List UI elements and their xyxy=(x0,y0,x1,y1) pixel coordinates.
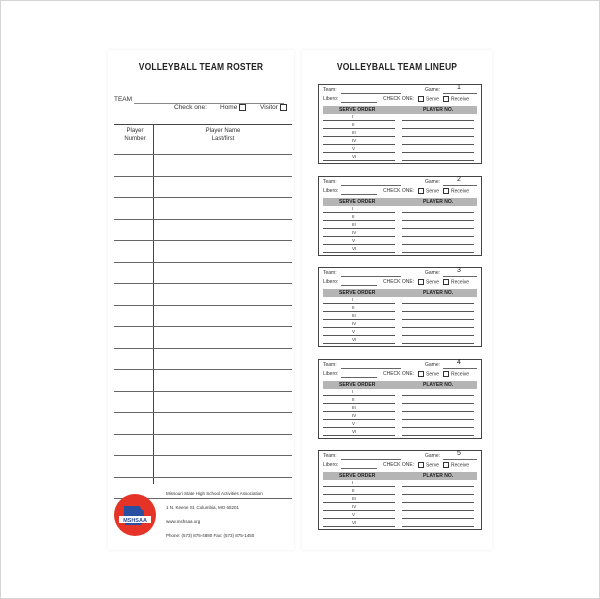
lineup-serve-option[interactable] xyxy=(418,96,439,102)
lineup-rotation-label: II xyxy=(352,488,355,493)
lineup-receive-label: Receive xyxy=(451,370,470,377)
lineup-serve-label: Serve xyxy=(426,96,440,103)
lineup-serve-option[interactable] xyxy=(418,279,439,285)
lineup-rotation-label: III xyxy=(352,130,356,135)
lineup-sheet xyxy=(302,50,492,550)
lineup-rotation-label: II xyxy=(352,122,355,127)
lineup-serve-option[interactable] xyxy=(418,462,439,468)
lineup-player-line[interactable] xyxy=(402,411,474,412)
lineup-serve-order-header: SERVE ORDER xyxy=(339,107,376,113)
roster-home-checkbox[interactable] xyxy=(239,104,246,111)
lineup-game-number: 5 xyxy=(457,450,461,457)
lineup-libero-label: Libero: xyxy=(323,96,339,102)
lineup-rotation-label: V xyxy=(352,237,356,243)
lineup-rotation-label: II xyxy=(352,305,355,310)
lineup-libero-line[interactable] xyxy=(341,194,377,195)
lineup-player-line[interactable] xyxy=(402,152,474,153)
lineup-player-line[interactable] xyxy=(402,220,474,221)
lineup-player-line[interactable] xyxy=(402,526,474,527)
roster-row-line[interactable] xyxy=(114,154,292,155)
lineup-receive-checkbox[interactable] xyxy=(443,279,449,285)
lineup-rotation-row xyxy=(319,389,481,396)
lineup-game-label: Game: xyxy=(425,270,441,276)
lineup-rotation-label: II xyxy=(352,396,355,402)
lineup-rotation-row xyxy=(319,238,481,245)
lineup-block-game xyxy=(318,450,482,530)
lineup-player-line[interactable] xyxy=(402,395,474,396)
lineup-rotation-label: VI xyxy=(352,245,357,251)
lineup-block-game xyxy=(318,359,482,439)
lineup-serve-line[interactable] xyxy=(323,435,395,436)
lineup-rotation-row xyxy=(319,337,481,344)
lineup-team-line[interactable] xyxy=(341,185,401,186)
lineup-receive-checkbox[interactable] xyxy=(443,188,449,194)
lineup-serve-line[interactable] xyxy=(323,311,395,312)
lineup-game-line[interactable] xyxy=(443,368,477,369)
lineup-rotation-row xyxy=(319,397,481,404)
roster-visitor-label: Visitor xyxy=(260,104,278,112)
lineup-serve-line[interactable] xyxy=(323,510,395,511)
org-address: 1 N. Keene St. Columbia, MO 65201 xyxy=(166,505,240,510)
lineup-rotation-row xyxy=(319,488,481,495)
lineup-rotation-row xyxy=(319,246,481,253)
lineup-rotation-label: V xyxy=(352,512,356,517)
lineup-rotation-label: V xyxy=(352,420,356,426)
lineup-serve-line[interactable] xyxy=(323,303,395,304)
roster-check-one: Check one: xyxy=(174,104,207,111)
lineup-player-no-header: PLAYER NO. xyxy=(423,290,454,296)
lineup-rotation-label: III xyxy=(352,404,356,410)
lineup-player-line[interactable] xyxy=(402,212,474,213)
lineup-rotation-row xyxy=(319,413,481,420)
lineup-rotation-row xyxy=(319,305,481,312)
roster-top-rule xyxy=(114,124,292,125)
lineup-header xyxy=(323,381,477,389)
lineup-rotation-row xyxy=(319,222,481,229)
lineup-player-line[interactable] xyxy=(402,403,474,404)
lineup-libero-line[interactable] xyxy=(341,285,377,286)
lineup-game-number: 1 xyxy=(457,84,461,91)
lineup-player-line[interactable] xyxy=(402,510,474,511)
lineup-rotation-row xyxy=(319,429,481,436)
lineup-receive-option[interactable] xyxy=(443,96,469,102)
lineup-serve-line[interactable] xyxy=(323,212,395,213)
lineup-serve-line[interactable] xyxy=(323,228,395,229)
mshsaa-logo xyxy=(114,494,156,536)
roster-row-line[interactable] xyxy=(114,326,292,327)
org-website[interactable]: www.mshsaa.org xyxy=(166,519,201,524)
lineup-serve-line[interactable] xyxy=(323,427,395,428)
roster-row-line[interactable] xyxy=(114,262,292,263)
lineup-rotation-row xyxy=(319,206,481,213)
lineup-title: VOLLEYBALL TEAM LINEUP xyxy=(336,62,458,73)
lineup-serve-line[interactable] xyxy=(323,411,395,412)
lineup-player-line[interactable] xyxy=(402,244,474,245)
lineup-libero-label: Libero: xyxy=(323,370,339,377)
roster-row-line[interactable] xyxy=(114,369,292,370)
lineup-serve-line[interactable] xyxy=(323,518,395,519)
lineup-rotation-row xyxy=(319,130,481,137)
lineup-game-label: Game: xyxy=(425,453,441,459)
lineup-block-game xyxy=(318,176,482,256)
roster-visitor-checkbox[interactable] xyxy=(280,104,287,111)
lineup-rotation-row xyxy=(319,230,481,237)
lineup-game-label: Game: xyxy=(425,87,441,93)
lineup-receive-option[interactable] xyxy=(443,462,469,468)
lineup-libero-label: Libero: xyxy=(323,462,339,468)
roster-visitor-option[interactable] xyxy=(260,104,287,111)
lineup-block-game xyxy=(318,267,482,347)
lineup-team-label: Team: xyxy=(323,361,337,368)
lineup-libero-label: Libero: xyxy=(323,187,339,194)
lineup-rotation-row xyxy=(319,146,481,153)
lineup-player-line[interactable] xyxy=(402,494,474,495)
lineup-serve-line[interactable] xyxy=(323,335,395,336)
lineup-player-line[interactable] xyxy=(402,343,474,344)
lineup-team-label: Team: xyxy=(323,178,337,185)
org-phone: Phone: (573) 875-4880 Fax: (573) 875-1450 xyxy=(166,533,255,538)
lineup-team-label: Team: xyxy=(323,270,337,276)
lineup-player-line[interactable] xyxy=(402,319,474,320)
lineup-game-number: 3 xyxy=(457,267,461,274)
lineup-receive-label: Receive xyxy=(451,279,470,286)
lineup-rotation-row xyxy=(319,114,481,121)
lineup-rotation-label: V xyxy=(352,146,356,151)
roster-row-line[interactable] xyxy=(114,434,292,435)
lineup-check-one: CHECK ONE: xyxy=(383,96,415,102)
lineup-rotation-row xyxy=(319,504,481,511)
lineup-rotation-label: VI xyxy=(352,520,357,525)
lineup-player-line[interactable] xyxy=(402,427,474,428)
mshsaa-logo-text: MSHSAA xyxy=(123,518,147,524)
lineup-player-line[interactable] xyxy=(402,502,474,503)
lineup-header xyxy=(323,198,477,206)
lineup-receive-option[interactable] xyxy=(443,188,469,194)
lineup-libero-line[interactable] xyxy=(341,468,377,469)
lineup-serve-line[interactable] xyxy=(323,395,395,396)
roster-row-line[interactable] xyxy=(114,197,292,198)
lineup-serve-line[interactable] xyxy=(323,494,395,495)
lineup-rotation-row xyxy=(319,496,481,503)
lineup-player-no-header: PLAYER NO. xyxy=(423,381,454,388)
lineup-header xyxy=(323,106,477,114)
lineup-rotation-label: IV xyxy=(352,229,357,235)
lineup-player-line[interactable] xyxy=(402,327,474,328)
lineup-rotation-row xyxy=(319,480,481,487)
roster-row-line[interactable] xyxy=(114,176,292,177)
lineup-rotation-row xyxy=(319,512,481,519)
roster-col-number: Player Number xyxy=(124,128,146,142)
roster-row-line[interactable] xyxy=(114,348,292,349)
lineup-player-line[interactable] xyxy=(402,228,474,229)
lineup-serve-option[interactable] xyxy=(418,188,439,194)
lineup-serve-checkbox[interactable] xyxy=(418,279,424,285)
lineup-player-line[interactable] xyxy=(402,120,474,121)
lineup-rotation-label: VI xyxy=(352,337,357,342)
lineup-player-line[interactable] xyxy=(402,128,474,129)
lineup-game-number: 2 xyxy=(457,175,461,183)
lineup-rotation-row xyxy=(319,122,481,129)
lineup-header xyxy=(323,289,477,297)
lineup-player-line[interactable] xyxy=(402,303,474,304)
lineup-rotation-label: VI xyxy=(352,428,357,434)
lineup-rotation-label: I xyxy=(352,297,354,302)
lineup-player-line[interactable] xyxy=(402,144,474,145)
lineup-rotation-label: III xyxy=(352,221,356,227)
roster-row-line[interactable] xyxy=(114,305,292,306)
roster-team-label: TEAM xyxy=(114,96,133,103)
lineup-rotation-row xyxy=(319,154,481,161)
lineup-receive-checkbox[interactable] xyxy=(443,371,449,377)
lineup-player-line[interactable] xyxy=(402,236,474,237)
lineup-serve-line[interactable] xyxy=(323,343,395,344)
lineup-team-label: Team: xyxy=(323,453,337,459)
lineup-serve-checkbox[interactable] xyxy=(418,371,424,377)
lineup-player-line[interactable] xyxy=(402,136,474,137)
lineup-rotation-row xyxy=(319,297,481,304)
lineup-game-label: Game: xyxy=(425,178,441,185)
lineup-rotation-label: IV xyxy=(352,138,357,143)
lineup-serve-checkbox[interactable] xyxy=(418,188,424,194)
lineup-receive-checkbox[interactable] xyxy=(443,96,449,102)
lineup-header xyxy=(323,472,477,480)
roster-row-line[interactable] xyxy=(114,219,292,220)
lineup-rotation-label: I xyxy=(352,114,354,119)
lineup-serve-line[interactable] xyxy=(323,486,395,487)
lineup-serve-line[interactable] xyxy=(323,419,395,420)
lineup-receive-option[interactable] xyxy=(443,279,469,285)
lineup-rotation-row xyxy=(319,421,481,428)
lineup-serve-order-header: SERVE ORDER xyxy=(339,381,376,388)
lineup-game-line[interactable] xyxy=(443,459,477,460)
lineup-rotation-label: I xyxy=(352,480,354,485)
lineup-block-game xyxy=(318,84,482,164)
lineup-rotation-row xyxy=(319,313,481,320)
lineup-player-line[interactable] xyxy=(402,335,474,336)
lineup-serve-label: Serve xyxy=(426,187,440,194)
roster-col-name: Player Name Last/first xyxy=(205,128,241,142)
lineup-serve-line[interactable] xyxy=(323,403,395,404)
lineup-rotation-label: III xyxy=(352,496,356,501)
lineup-serve-order-header: SERVE ORDER xyxy=(339,473,376,479)
lineup-rotation-label: V xyxy=(352,329,356,334)
lineup-receive-label: Receive xyxy=(451,96,470,103)
lineup-rotation-row xyxy=(319,321,481,328)
roster-home-label: Home xyxy=(220,104,238,112)
roster-home-option[interactable] xyxy=(220,104,246,111)
lineup-rotation-label: I xyxy=(352,388,354,394)
lineup-serve-checkbox[interactable] xyxy=(418,96,424,102)
lineup-serve-line[interactable] xyxy=(323,144,395,145)
lineup-serve-line[interactable] xyxy=(323,152,395,153)
lineup-check-one: CHECK ONE: xyxy=(383,462,415,468)
lineup-rotation-label: II xyxy=(352,213,355,219)
lineup-player-no-header: PLAYER NO. xyxy=(423,473,454,479)
lineup-serve-line[interactable] xyxy=(323,526,395,527)
lineup-rotation-label: III xyxy=(352,313,356,318)
lineup-serve-line[interactable] xyxy=(323,120,395,121)
roster-row-line[interactable] xyxy=(114,240,292,241)
lineup-rotation-label: IV xyxy=(352,412,357,418)
roster-title: VOLLEYBALL TEAM ROSTER xyxy=(138,62,264,73)
lineup-serve-line[interactable] xyxy=(323,244,395,245)
lineup-game-line[interactable] xyxy=(443,185,477,186)
lineup-serve-line[interactable] xyxy=(323,319,395,320)
roster-row-line[interactable] xyxy=(114,391,292,392)
lineup-rotation-row xyxy=(319,138,481,145)
lineup-serve-line[interactable] xyxy=(323,136,395,137)
lineup-serve-option[interactable] xyxy=(418,371,439,377)
lineup-team-label: Team: xyxy=(323,87,337,93)
lineup-team-line[interactable] xyxy=(341,276,401,277)
lineup-player-line[interactable] xyxy=(402,435,474,436)
lineup-game-label: Game: xyxy=(425,361,441,368)
roster-row-line[interactable] xyxy=(114,477,292,478)
mshsaa-logo-graphic xyxy=(114,494,156,536)
lineup-player-line[interactable] xyxy=(402,311,474,312)
lineup-serve-label: Serve xyxy=(426,462,440,469)
lineup-rotation-row xyxy=(319,329,481,336)
lineup-rotation-row xyxy=(319,405,481,412)
lineup-player-no-header: PLAYER NO. xyxy=(423,107,454,113)
lineup-receive-label: Receive xyxy=(451,462,470,469)
lineup-check-one: CHECK ONE: xyxy=(383,370,415,377)
lineup-rotation-label: IV xyxy=(352,321,357,326)
lineup-rotation-label: VI xyxy=(352,154,357,159)
lineup-game-line[interactable] xyxy=(443,276,477,277)
lineup-receive-label: Receive xyxy=(451,187,470,194)
lineup-player-line[interactable] xyxy=(402,252,474,253)
lineup-serve-line[interactable] xyxy=(323,502,395,503)
lineup-rotation-row xyxy=(319,214,481,221)
lineup-serve-line[interactable] xyxy=(323,220,395,221)
lineup-serve-label: Serve xyxy=(426,279,440,286)
lineup-rotation-label: I xyxy=(352,205,354,211)
lineup-team-line[interactable] xyxy=(341,368,401,369)
lineup-check-one: CHECK ONE: xyxy=(383,279,415,285)
lineup-team-line[interactable] xyxy=(341,459,401,460)
lineup-game-line[interactable] xyxy=(443,93,477,94)
lineup-check-one: CHECK ONE: xyxy=(383,187,415,194)
lineup-rotation-label: IV xyxy=(352,504,357,509)
lineup-receive-checkbox[interactable] xyxy=(443,462,449,468)
lineup-serve-order-header: SERVE ORDER xyxy=(339,290,376,296)
lineup-player-line[interactable] xyxy=(402,518,474,519)
lineup-serve-checkbox[interactable] xyxy=(418,462,424,468)
roster-row-line[interactable] xyxy=(114,455,292,456)
lineup-libero-label: Libero: xyxy=(323,279,339,285)
org-name: Missouri State High School Activities Association xyxy=(166,491,263,496)
lineup-serve-line[interactable] xyxy=(323,160,395,161)
lineup-team-line[interactable] xyxy=(341,93,401,94)
lineup-serve-line[interactable] xyxy=(323,128,395,129)
roster-row-line[interactable] xyxy=(114,412,292,413)
lineup-libero-line[interactable] xyxy=(341,377,377,378)
lineup-serve-label: Serve xyxy=(426,370,440,377)
lineup-player-line[interactable] xyxy=(402,486,474,487)
lineup-rotation-row xyxy=(319,520,481,527)
lineup-player-no-header: PLAYER NO. xyxy=(423,198,454,205)
lineup-game-number: 4 xyxy=(457,358,461,366)
roster-sheet xyxy=(108,50,294,550)
lineup-serve-line[interactable] xyxy=(323,252,395,253)
lineup-serve-line[interactable] xyxy=(323,236,395,237)
lineup-serve-order-header: SERVE ORDER xyxy=(339,198,376,205)
lineup-libero-line[interactable] xyxy=(341,102,377,103)
roster-row-line[interactable] xyxy=(114,283,292,284)
lineup-receive-option[interactable] xyxy=(443,371,469,377)
lineup-serve-line[interactable] xyxy=(323,327,395,328)
lineup-player-line[interactable] xyxy=(402,419,474,420)
lineup-player-line[interactable] xyxy=(402,160,474,161)
